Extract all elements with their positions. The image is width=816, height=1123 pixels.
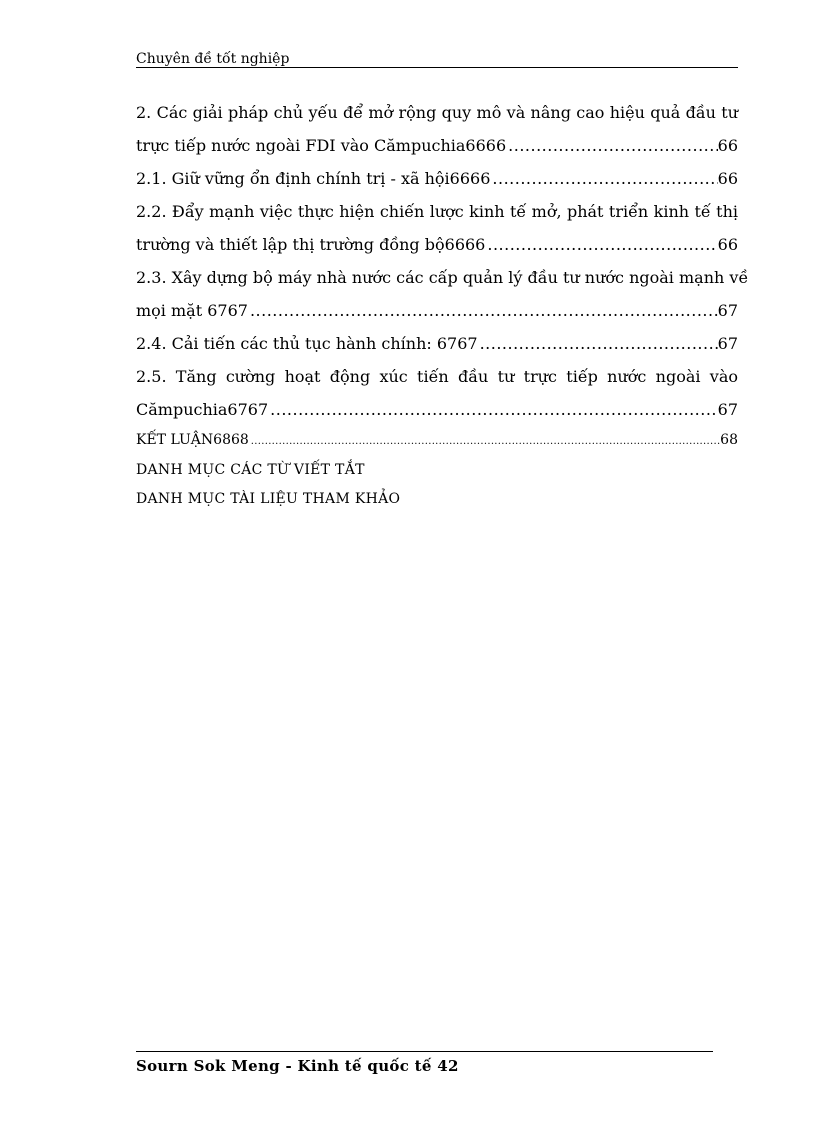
dot-leader (490, 162, 717, 195)
running-footer: Sourn Sok Meng - Kinh tế quốc tế 42 (136, 1057, 459, 1075)
toc-entry-text: 2.1. Giữ vững ổn định chính trị - xã hội6666 (136, 169, 491, 188)
toc-page-number: 67 (717, 301, 738, 320)
toc-page-number: 67 (717, 400, 738, 419)
dot-leader (506, 129, 718, 162)
toc-entry-text: 2.5. Tăng cường hoạt động xúc tiến đầu tư trực tiếp nước ngoài vào (136, 367, 738, 386)
dot-leader (478, 327, 718, 360)
toc-entry-2-2[interactable] (136, 195, 738, 261)
running-header: Chuyên đề tốt nghiệp (136, 51, 290, 67)
toc-page-number: 66 (717, 136, 738, 155)
toc-page-number: 68 (720, 432, 738, 448)
table-of-contents (136, 96, 749, 514)
toc-entry-text: 2.2. Đẩy mạnh việc thực hiện chiến lược kinh tế mở, phát triển kinh tế thị (136, 202, 738, 221)
toc-entry-2-5[interactable] (136, 360, 738, 426)
toc-entry-abbreviations[interactable]: DANH MỤC CÁC TỪ VIẾT TẮT (136, 462, 365, 478)
toc-entry-text: trực tiếp nước ngoài FDI vào Cămpuchia6666 (136, 136, 507, 155)
toc-entry-text: KẾT LUẬN6868 (136, 432, 249, 448)
dot-leader (268, 393, 718, 426)
toc-page-number: 66 (717, 169, 738, 188)
dot-leader (485, 228, 717, 261)
dot-leader (248, 294, 718, 327)
toc-entry-text: Cămpuchia6767 (136, 400, 269, 419)
toc-entry-text: 2.3. Xây dựng bộ máy nhà nước các cấp quản lý đầu tư nước ngoài mạnh về (136, 268, 749, 287)
toc-entry-text: 2. Các giải pháp chủ yếu để mở rộng quy mô và nâng cao hiệu quả đầu tư (136, 103, 738, 122)
toc-page-number: 67 (717, 334, 738, 353)
header-rule (136, 67, 738, 68)
toc-entry-text: trường và thiết lập thị trường đồng bộ6666 (136, 235, 486, 254)
toc-entry-text: mọi mặt 6767 (136, 301, 248, 320)
toc-entry-2[interactable] (136, 96, 738, 162)
toc-entry-2-4[interactable] (136, 327, 738, 360)
dot-leader (249, 427, 720, 456)
toc-entry-references[interactable]: DANH MỤC TÀI LIỆU THAM KHẢO (136, 491, 401, 507)
toc-page-number: 66 (717, 235, 738, 254)
footer-rule (136, 1051, 713, 1052)
toc-entry-2-3[interactable] (136, 261, 749, 327)
toc-entry-conclusion[interactable] (136, 426, 738, 456)
toc-entry-2-1[interactable] (136, 162, 738, 195)
toc-entry-text: 2.4. Cải tiến các thủ tục hành chính: 6767 (136, 334, 478, 353)
